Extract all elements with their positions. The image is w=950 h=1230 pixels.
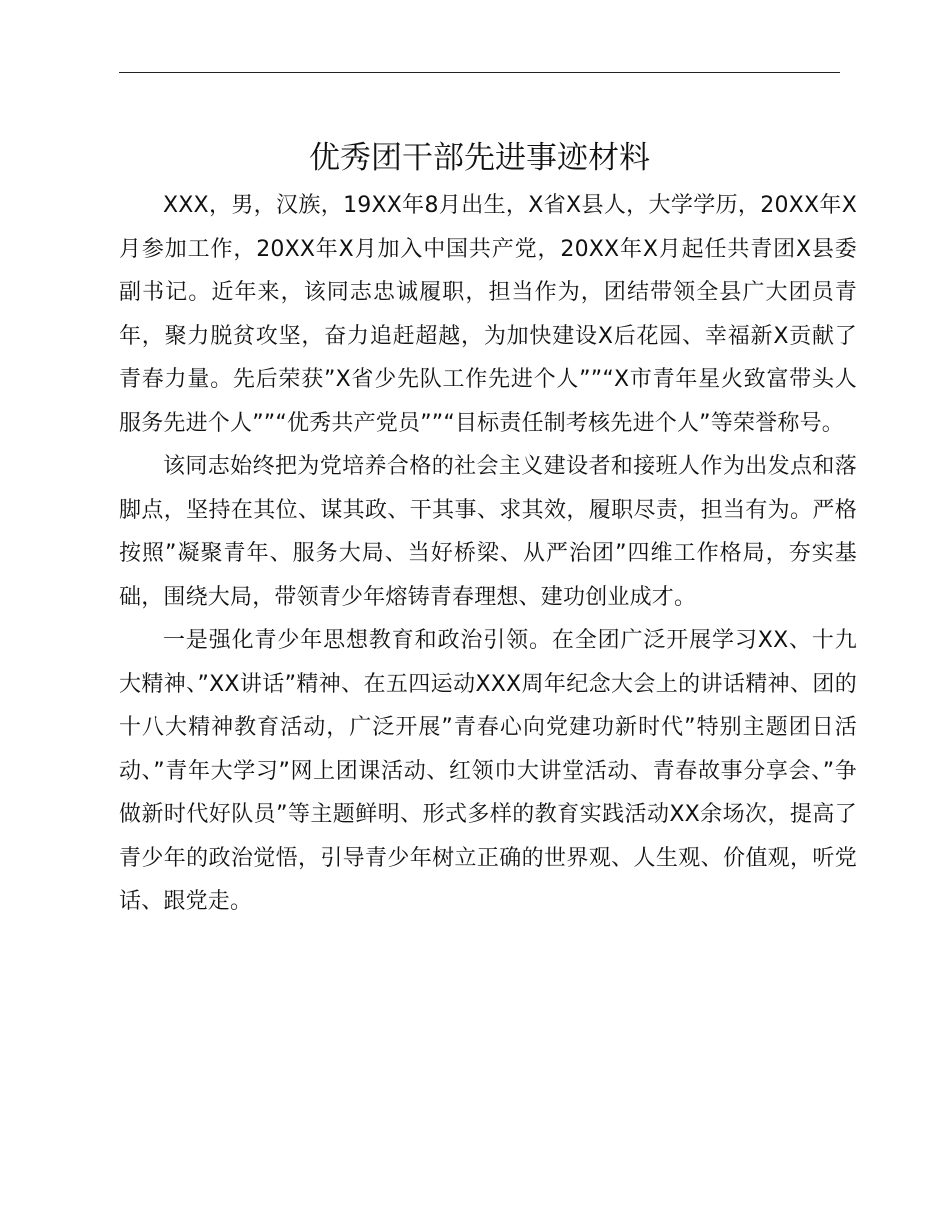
paragraph-mission: 该同志始终把为党培养合格的社会主义建设者和接班人作为出发点和落脚点，坚持在其位、谋其政、干其事、求其效，履职尽责，担当有为。严格按照”凝聚青年、服务大局、当好桥梁、从严治团”四维工作格局，夯实基础，围绕大局，带领青少年熔铸青春理想、建功创业成才。 <box>119 454 857 610</box>
header-rule <box>119 72 840 73</box>
document-title: 优秀团干部先进事迹材料 <box>309 140 650 176</box>
document-body <box>119 184 857 924</box>
paragraph-profile: XXX，男，汉族，19XX年8月出生，X省X县人，大学学历，20XX年X月参加工作，20XX年X月加入中国共产党，20XX年X月起任共青团X县委副书记。近年来，该同志忠诚履职，担当作为，团结带领全县广大团员青年，聚力脱贫攻坚，奋力追赶超越，为加快建设X后花园、幸福新X贡献了青春力量。先后荣获”X省少先队工作先进个人””“X市青年星火致富带头人服务先进个人””“优秀共产党员””“目标责任制考核先进个人”等荣誉称号。 <box>119 193 857 436</box>
paragraph-ideological-education: 一是强化青少年思想教育和政治引领。在全团广泛开展学习XX、十九大精神、”XX讲话”精神、在五四运动XXX周年纪念大会上的讲话精神、团的十八大精神教育活动，广泛开展”青春心向党建功新时代”特别主题团日活动、”青年大学习”网上团课活动、红领巾大讲堂活动、青春故事分享会、”争做新时代好队员”等主题鲜明、形式多样的教育实践活动XX余场次，提高了青少年的政治觉悟，引导青少年树立正确的世界观、人生观、价值观，听党话、跟党走。 <box>119 628 857 914</box>
